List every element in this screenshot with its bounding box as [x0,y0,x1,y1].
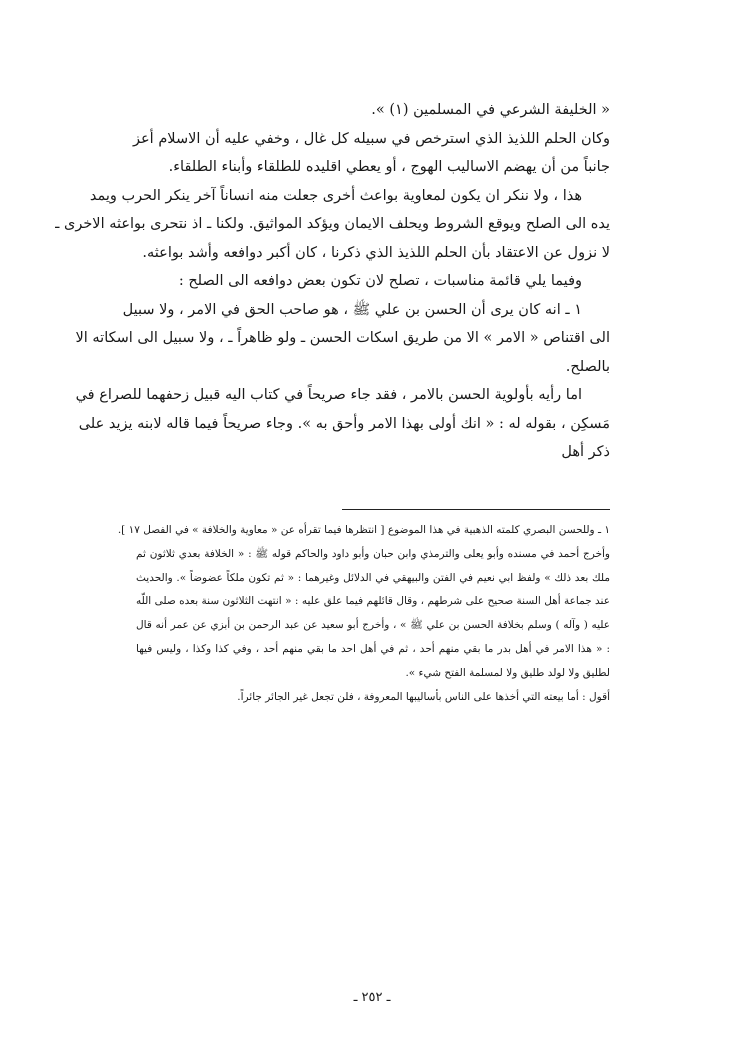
text-line: مَسكِن ، بقوله له : « انك أولى بهذا الامر وأحق به ». وجاء صريحاً فيما قاله لابنه يزيد على [78,415,610,432]
page-number: ـ ٢٥٢ ـ [353,990,391,1005]
footnotes [117,519,610,709]
main-text [55,96,610,467]
text-line: بالصلح. [565,358,610,375]
footnote-line: وأخرج أحمد في مسنده وأبو يعلى والترمذي وابن حبان وأبو داود والحاكم قوله ﷺ : « الخلافة بعدي ثلاثون ثم [136,547,610,560]
text-line: اما رأيه بأولوية الحسن بالامر ، فقد جاء صريحاً في كتاب اليه قبيل زحفهما للصراع في [75,387,582,403]
text-line: ذكر أهل [561,444,610,460]
footnote-divider [342,509,610,510]
footnote-line: : « هذا الامر في أهل بدر ما بقي منهم أحد ، ثم في أهل احد ما بقي منهم أحد ، وفي كذا وكذا ، وليس فيها [136,642,610,655]
text-line: لا نزول عن الاعتقاد بأن الحلم اللذيذ الذي ذكرنا ، كان أكبر دوافعه وأشد بواعثه. [142,244,610,261]
text-line: جانباً من أن يهضم الاساليب الهوج ، أو يعطي اقليده للطلقاء وأبناء الطلقاء. [168,159,610,175]
text-line: وفيما يلي قائمة مناسبات ، تصلح لان تكون بعض دوافعه الى الصلح : [178,273,582,289]
text-line: هذا ، ولا ننكر ان يكون لمعاوية بواعث أخرى جعلت منه انساناً آخر ينكر الحرب ويمد [89,187,582,204]
footnote-line: عليه ( وآله ) وسلم بخلافة الحسن بن علي ﷺ » ، وأخرج أبو سعيد عن عبد الرحمن بن أبزي عن عمر أنه قال [136,619,610,632]
footnote-line: ١ ـ وللحسن البصري كلمته الذهبية في هذا الموضوع [ انتظرها فيما تقرأه عن « معاوية والخلافة » في الفصل ١٧ ]. [117,524,610,536]
text-line: ١ ـ انه كان يرى أن الحسن بن علي ﷺ ، هو صاحب الحق في الامر ، ولا سبيل [122,301,582,318]
text-line: يده الى الصلح ويوقع الشروط ويحلف الايمان ويؤكد المواثيق. ولكنا ـ اذ نتحرى بواعثه الاخرى ـ [55,216,610,232]
footnote-line: عند جماعة أهل السنة صحيح على شرطهم ، وقال قائلهم فيما علق عليه : « انتهت الثلاثون سنة بعده صلى اللّه [136,595,610,608]
text-line: وكان الحلم اللذيذ الذي استرخص في سبيله كل غال ، وخفي عليه أن الاسلام أعز [133,130,610,147]
footnote-line: لطليق ولا لولد طليق ولا لمسلمة الفتح شيء ». [405,666,610,679]
text-line: الى اقتناص « الامر » الا من طريق اسكات الحسن ـ ولو ظاهراً ـ ، ولا سبيل الى اسكاته الا [75,330,610,346]
text-line: « الخليفة الشرعي في المسلمين (١) ». [371,102,610,118]
footnote-line: أقول : أما بيعته التي أخذها على الناس بأساليبها المعروفة ، فلن تجعل غير الجائر جائراً. [237,690,610,703]
footnote-line: ملك بعد ذلك » ولفظ ابي نعيم في الفتن والبيهقي في الدلائل وغيرهما : « ثم تكون ملكاً عضوضاً ». والحديث [136,571,610,584]
